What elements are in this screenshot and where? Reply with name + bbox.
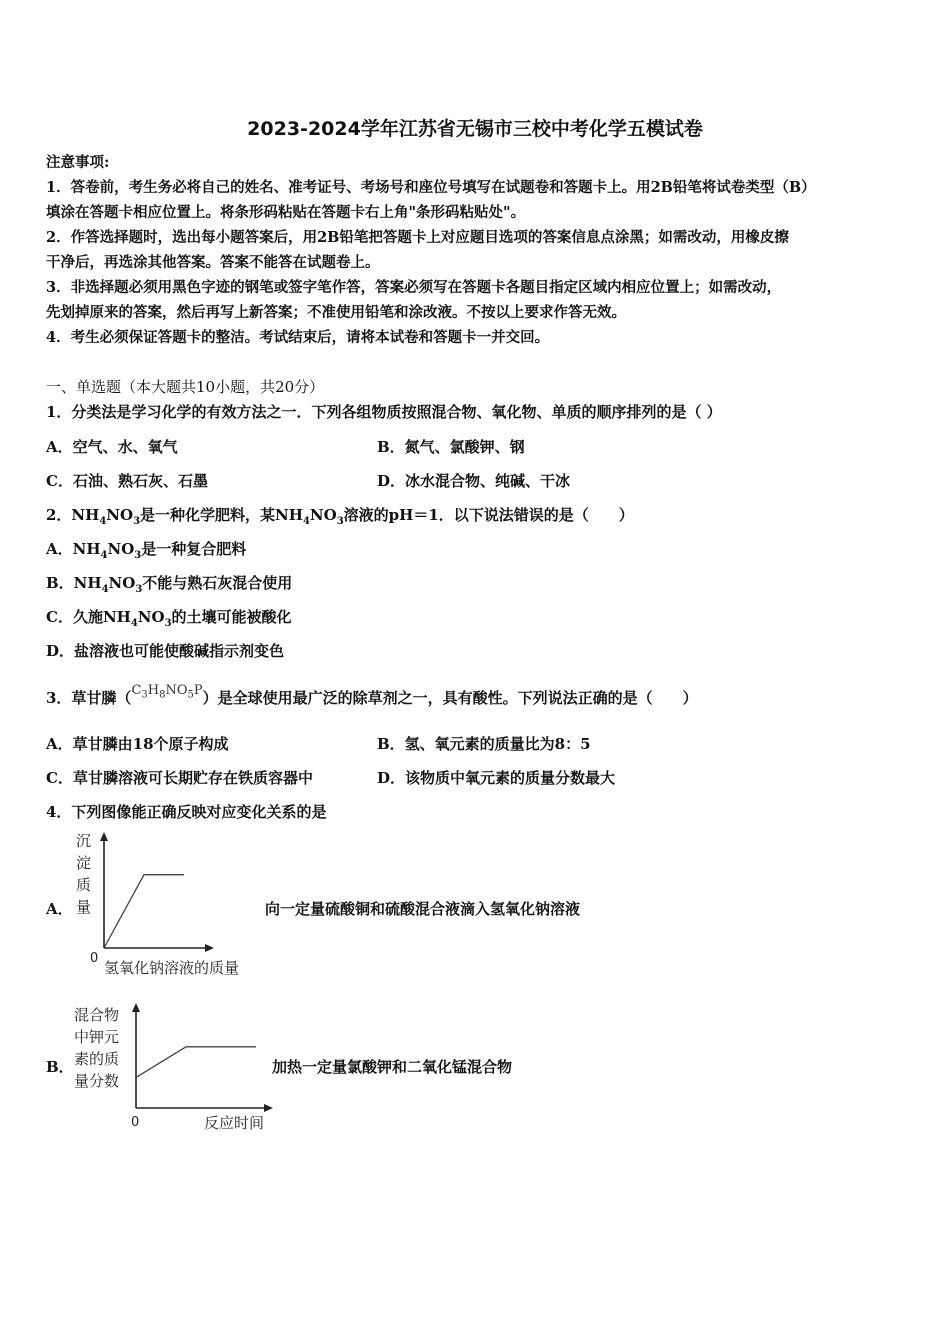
- chart-b-ylabel-line: 混合物: [74, 1006, 120, 1024]
- q3-formula: $C_3H_8NO_5P$: [131, 683, 203, 701]
- chart-a-ylabel-line: 淀: [76, 854, 92, 872]
- chart-b: [70, 998, 280, 1138]
- notice-line-2: 填涂在答题卡相应位置上。将条形码粘贴在答题卡右上角"条形码粘贴处"。: [46, 204, 526, 221]
- chart-b-y-arrow: [132, 1003, 140, 1012]
- notice-line-5: 3．非选择题必须用黑色字迹的钢笔或签字笔作答，答案必须写在答题卡各题目指定区域内相应位置上；如需改动，: [46, 279, 782, 296]
- notice-line-4: 干净后，再选涂其他答案。答案不能答在试题卷上。: [46, 254, 380, 271]
- chart-a-ylabel-line: 量: [76, 898, 92, 916]
- chart-a-series-line: [104, 875, 184, 948]
- notice-line-3: 2．作答选择题时，选出每小题答案后，用2B铅笔把答题卡上对应题目选项的答案信息点涂黑；如需改动，用橡皮擦: [46, 229, 789, 246]
- q4-stem: 4．下列图像能正确反映对应变化关系的是: [46, 803, 327, 821]
- chart-b-xlabel: 反应时间: [204, 1114, 265, 1132]
- q2-option-d: D．盐溶液也可能使酸碱指示剂变色: [46, 642, 285, 660]
- notice-line-7: 4．考生必须保证答题卡的整洁。考试结束后，请将本试卷和答题卡一并交回。: [46, 329, 550, 346]
- chart-b-origin: 0: [131, 1115, 140, 1130]
- q4-option-b-label: B．: [46, 1058, 74, 1076]
- chart-b-series-line: [136, 1047, 256, 1078]
- chart-a-ylabel-line: 沉: [76, 832, 92, 850]
- chart-b-ylabel-line: 素的质: [74, 1050, 120, 1068]
- q1-stem: 1．分类法是学习化学的有效方法之一．下列各组物质按照混合物、氧化物、单质的顺序排列的是（ ）: [46, 403, 722, 421]
- chart-b-ylabel-line: 量分数: [74, 1072, 120, 1090]
- notice-line-1: 1．答卷前，考生务必将自己的姓名、准考证号、考场号和座位号填写在试题卷和答题卡上。用2B铅笔将试卷类型（B）: [46, 179, 816, 196]
- q1-option-c: C．石油、熟石灰、石墨: [46, 472, 208, 490]
- q2-option-a: A．$NH_4NO_3$是一种复合肥料: [46, 540, 247, 561]
- q1-option-a: A．空气、水、氧气: [46, 438, 178, 456]
- notice-heading: 注意事项:: [46, 154, 110, 171]
- q3-option-b: B．氢、氧元素的质量比为8：5: [377, 735, 591, 753]
- q1-option-b: B．氮气、氯酸钾、钢: [377, 438, 525, 456]
- chart-b-ylabel: [74, 1006, 119, 1090]
- chart-a-xlabel: 氢氧化钠溶液的质量: [104, 959, 240, 977]
- chart-a-ylabel-line: 质: [76, 876, 92, 894]
- chart-a-y-arrow: [100, 832, 108, 841]
- section-heading: 一、单选题（本大题共10小题，共20分）: [46, 378, 325, 396]
- chart-a-ylabel: [76, 832, 91, 916]
- chart-b-x-arrow: [264, 1104, 273, 1112]
- chart-a-x-arrow: [205, 944, 214, 952]
- chart-b-ylabel-line: 中钾元: [74, 1028, 120, 1046]
- q2-stem: 2．$NH_4NO_3$是一种化学肥料，某$NH_4NO_3$溶液的pH＝1．以下说法错误的是（ ）: [46, 506, 634, 527]
- notice-line-6: 先划掉原来的答案，然后再写上新答案；不准使用铅笔和涂改液。不按以上要求作答无效。: [46, 304, 626, 321]
- q3-option-a: A．草甘膦由18个原子构成: [46, 735, 229, 753]
- q3-option-c: C．草甘膦溶液可长期贮存在铁质容器中: [46, 769, 313, 787]
- q3-option-d: D．该物质中氧元素的质量分数最大: [377, 769, 616, 787]
- q4-option-a-label: A．: [46, 900, 73, 918]
- chart-a: [70, 828, 270, 980]
- q4-option-a-text: 向一定量硫酸铜和硫酸混合液滴入氢氧化钠溶液: [265, 900, 581, 918]
- page-title: 2023-2024学年江苏省无锡市三校中考化学五模试卷: [247, 118, 703, 140]
- q2-option-b: B．$NH_4NO_3$不能与熟石灰混合使用: [46, 574, 293, 595]
- chart-a-origin: 0: [90, 951, 99, 966]
- q3-stem: 3．草甘膦$(C_3H_8NO_5P)$是全球使用最广泛的除草剂之一，具有酸性。下列说法正确的是（ ）: [46, 683, 698, 707]
- q2-option-c: C．久施$NH_4NO_3$的土壤可能被酸化: [46, 608, 292, 629]
- q4-option-b-text: 加热一定量氯酸钾和二氧化锰混合物: [272, 1058, 513, 1076]
- q1-option-d: D．冰水混合物、纯碱、干冰: [377, 472, 571, 490]
